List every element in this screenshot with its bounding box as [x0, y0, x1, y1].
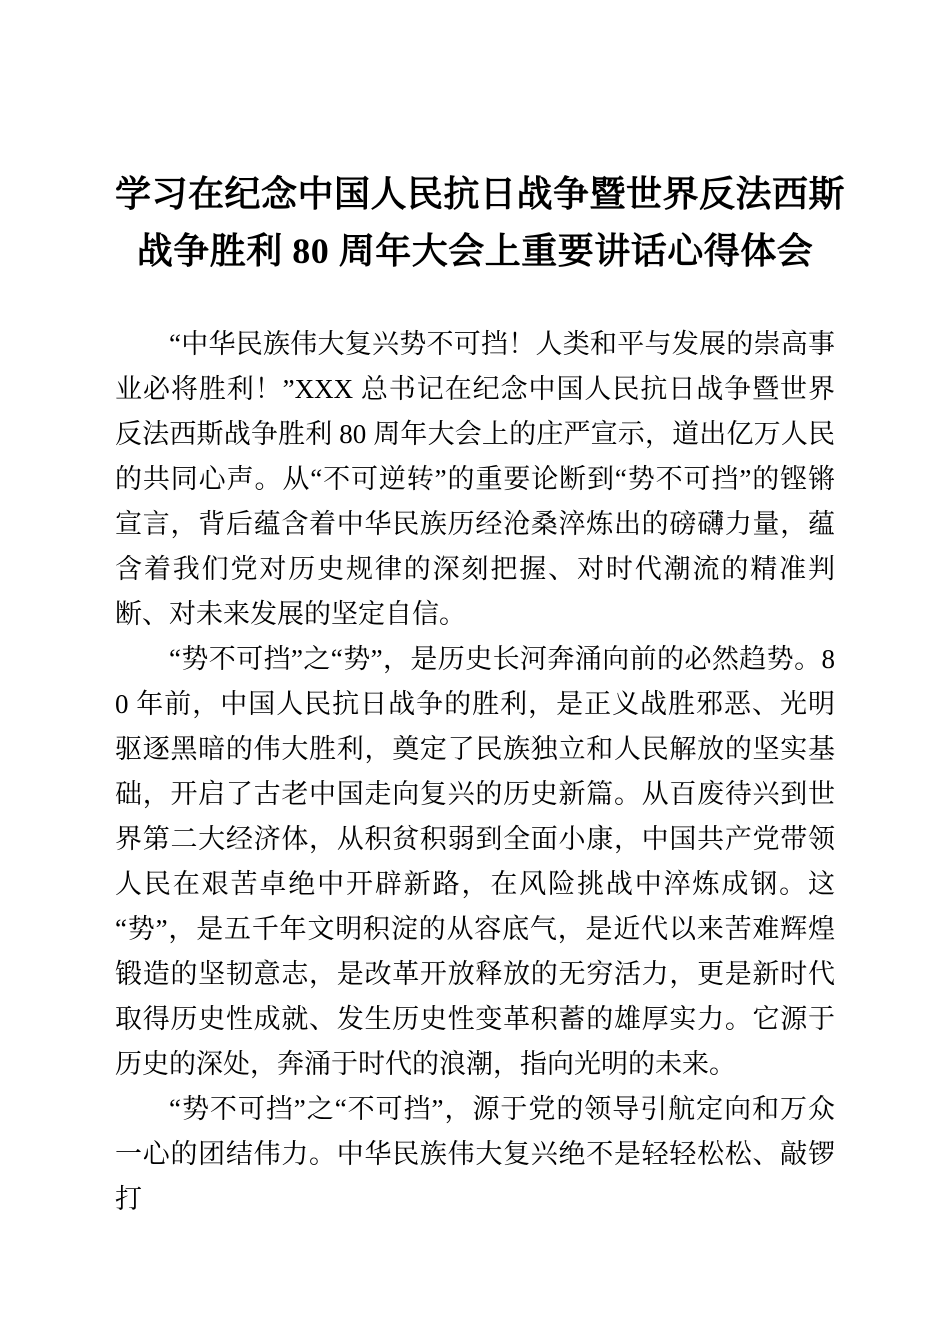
- paragraph: “势不可挡”之“势”，是历史长河奔涌向前的必然趋势。80 年前，中国人民抗日战争的胜利，是正义战胜邪恶、光明驱逐黑暗的伟大胜利，奠定了民族独立和人民解放的坚实基础，开启了古老中国走向复兴的历史新篇。从百废待兴到世界第二大经济体，从积贫积弱到全面小康，中国共产党带领人民在艰苦卓绝中开辟新路，在风险挑战中淬炼成钢。这“势”，是五千年文明积淀的从容底气，是近代以来苦难辉煌锻造的坚韧意志，是改革开放释放的无穷活力，更是新时代取得历史性成就、发生历史性变革积蓄的雄厚实力。它源于历史的深处，奔涌于时代的浪潮，指向光明的未来。: [115, 644, 835, 1079]
- document-title: [115, 166, 846, 280]
- document-body: [115, 322, 835, 1222]
- document-content: [115, 166, 846, 1222]
- document-title-line-1: 学习在纪念中国人民抗日战争暨世界反法西斯: [115, 174, 846, 214]
- paragraph: “势不可挡”之“不可挡”，源于党的领导引航定向和万众一心的团结伟力。中华民族伟大复兴绝不是轻轻松松、敲锣打: [115, 1094, 835, 1214]
- paragraph: “中华民族伟大复兴势不可挡！人类和平与发展的崇高事业必将胜利！”XXX 总书记在纪念中国人民抗日战争暨世界反法西斯战争胜利 80 周年大会上的庄严宣示，道出亿万人民的共同心声。从“不可逆转”的重要论断到“势不可挡”的铿锵宣言，背后蕴含着中华民族历经沧桑淬炼出的磅礴力量，蕴含着我们党对历史规律的深刻把握、对时代潮流的精准判断、对未来发展的坚定自信。: [115, 329, 835, 629]
- document-title-line-2: 战争胜利 80 周年大会上重要讲话心得体会: [136, 231, 814, 271]
